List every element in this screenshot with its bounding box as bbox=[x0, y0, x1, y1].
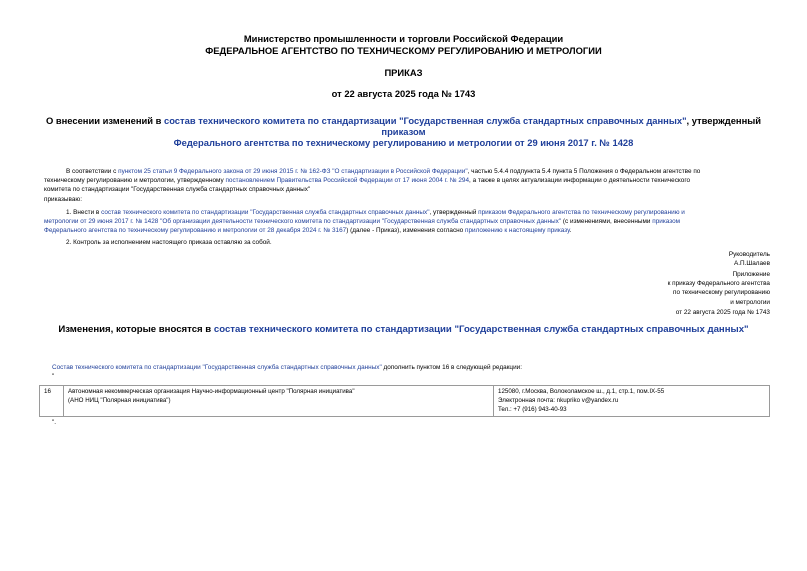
members-table bbox=[39, 385, 770, 417]
ministry-name: Министерство промышленности и торговли Российской Федерации bbox=[243, 33, 564, 44]
link-federal-law[interactable]: пунктом 25 статьи 9 Федерального закона от 29 июня 2015 г. № 162-ФЗ "О стандартизации в Российской Федерации" bbox=[118, 168, 468, 175]
order-item-1: 1. Внести в состав технического комитета по стандартизации "Государственная служба стандартных справочных данных", утвержденный приказом Федерального агентства по техническому регулированию и метрологии от 29 июня 2017 г. № 1428 "Об организации деятельности технического комитета по стандартизации "Государственная служба стандартных справочных данных" (с изменениями, внесенными приказом Федерального агентства по техническому регулированию и метрологии от 28 декабря 2024 г. № 3167) (далее - Приказ), изменения согласно приложению к настоящему приказу. bbox=[44, 209, 685, 235]
doc-type: ПРИКАЗ bbox=[384, 67, 423, 78]
order-item-2: 2. Контроль за исполнением настоящего приказа оставляю за собой. bbox=[66, 239, 272, 246]
appendix-header bbox=[560, 270, 770, 317]
link-order-3167-details[interactable]: Федерального агентства по техническому регулированию и метрологии от 28 декабря 2024 г. № 3167 bbox=[44, 227, 347, 235]
preamble-line-3: комитета по стандартизации "Государственная служба стандартных справочных данных" bbox=[44, 186, 311, 194]
signature-block bbox=[560, 250, 770, 268]
title-link-order-details[interactable]: Федерального агентства по техническому регулированию и метрологии от 29 июня 2017 г. № 1428 bbox=[173, 137, 634, 148]
preamble-line-2: техническому регулированию и метрологии, утвержденному постановлением Правительства Российской Федерации от 17 июня 2004 г. № 294, а также в целях актуализации информации о деятельности технического bbox=[44, 177, 691, 185]
order-title bbox=[30, 115, 777, 148]
signature-name: А.П.Шалаев bbox=[733, 260, 770, 268]
org-short-name: (АНО НИЦ "Полярная инициатива") bbox=[68, 397, 171, 404]
agency-name: ФЕДЕРАЛЬНОЕ АГЕНТСТВО ПО ТЕХНИЧЕСКОМУ РЕГУЛИРОВАНИЮ И МЕТРОЛОГИИ bbox=[205, 45, 602, 56]
link-order-1428-title[interactable]: метрологии от 29 июня 2017 г. № 1428 "Об организации деятельности технического комитета по стандартизации "Государственная служба стандартных справочных данных" bbox=[44, 218, 562, 226]
appendix-label: Приложение bbox=[732, 271, 770, 278]
preamble-line-4: приказываю: bbox=[44, 195, 82, 203]
title-link-committee[interactable]: состав технического комитета по стандартизации "Государственная служба стандартных справочных данных" bbox=[163, 115, 687, 126]
amendment-link-composition[interactable]: Состав технического комитета по стандартизации "Государственная служба стандартных справочных данных" bbox=[52, 364, 382, 371]
link-order-3167[interactable]: приказом bbox=[652, 218, 681, 226]
link-order-1428[interactable]: приказом Федерального агентства по техническому регулированию и bbox=[478, 209, 685, 216]
appendix-ref-line-1: к приказу Федерального агентства bbox=[667, 280, 770, 288]
cell-contacts bbox=[494, 386, 770, 417]
amendment-text: Состав технического комитета по стандартизации "Государственная служба стандартных справочных данных" дополнить пунктом 16 в следующей редакции: bbox=[52, 364, 522, 371]
appendix-ref-line-2: по техническому регулированию bbox=[673, 289, 770, 297]
close-quote: ". bbox=[52, 419, 57, 426]
title-link-order[interactable]: приказом bbox=[381, 126, 426, 137]
appendix-date-number: от 22 августа 2025 года № 1743 bbox=[675, 308, 770, 316]
table-row bbox=[40, 386, 770, 417]
title-text-2: , утвержденный bbox=[686, 115, 762, 126]
title-text: О внесении изменений в bbox=[45, 115, 164, 126]
link-appendix[interactable]: приложению к настоящему приказу bbox=[465, 227, 570, 235]
org-phone: Тел.: +7 (916) 943-40-93 bbox=[498, 406, 567, 413]
org-address: 125080, г.Москва, Волоколамское ш., д.1, стр.1, пом.IX-55 bbox=[498, 388, 665, 395]
link-government-decree[interactable]: постановлением Правительства Российской Федерации от 17 июня 2004 г. № 294 bbox=[225, 177, 470, 185]
preamble-line-1: В соответствии с пунктом 25 статьи 9 Федерального закона от 29 июня 2015 г. № 162-ФЗ "О стандартизации в Российской Федерации", частью 5.4.4 подпункта 5.4 пункта 5 Положения о Федеральном агентстве по bbox=[66, 168, 701, 175]
appendix-title-link[interactable]: состав технического комитета по стандартизации "Государственная служба стандартных справочных данных" bbox=[213, 324, 749, 335]
doc-date-number: от 22 августа 2025 года № 1743 bbox=[331, 88, 476, 99]
org-email: Электронная почта: nkupriko v@yandex.ru bbox=[498, 397, 619, 404]
org-name: Автономная некоммерческая организация Научно-информационный центр "Полярная инициатива" bbox=[68, 388, 355, 395]
link-committee-composition[interactable]: состав технического комитета по стандартизации "Государственная служба стандартных справочных данных" bbox=[101, 209, 430, 216]
appendix-title: Изменения, которые вносятся в состав технического комитета по стандартизации "Государственная служба стандартных справочных данных" bbox=[58, 324, 749, 335]
preamble bbox=[44, 167, 774, 204]
cell-organization bbox=[64, 386, 494, 417]
open-quote: " bbox=[52, 373, 55, 380]
signature-role: Руководитель bbox=[728, 251, 770, 258]
appendix-ref-line-3: и метрологии bbox=[730, 298, 770, 306]
cell-number: 16 bbox=[40, 386, 64, 417]
